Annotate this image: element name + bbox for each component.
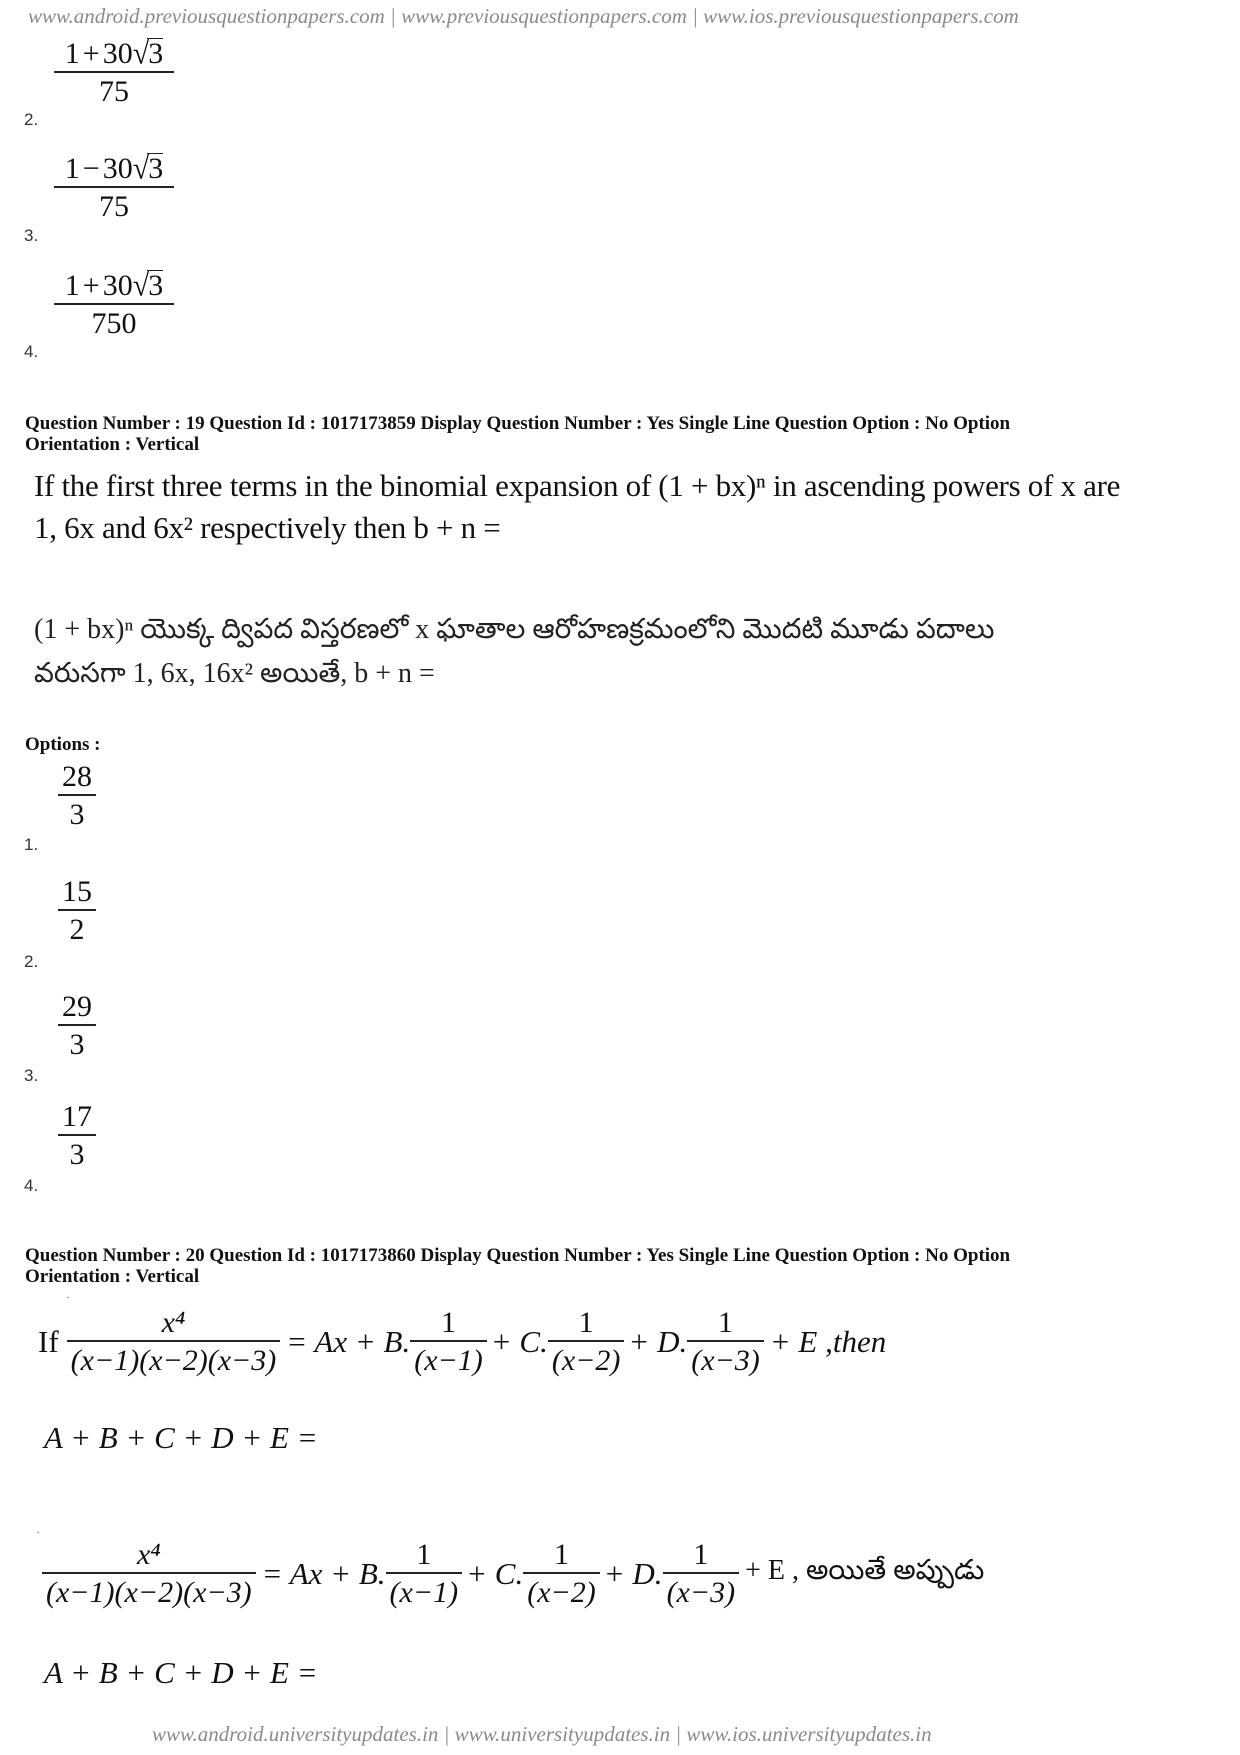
q20-equation-telugu: $\frac{\text{x⁴}}{(x-1)(x-2)(x-3)}$ = Ax + B. $\frac{1}{(x-1)}$ + C. $\frac{1}{(x-2)}$ + D. $\frac{1}{(x-3)}$ + E , అయితే అప్పుడు — [42, 1540, 984, 1608]
q19-option-2-fraction: $\frac{15}{2}$ — [58, 877, 96, 945]
q19-option-1-fraction: $\frac{28}{3}$ — [58, 762, 96, 830]
q20-sum-english: A + B + C + D + E = — [44, 1420, 318, 1455]
q19-option-4-number: 4. — [24, 1176, 39, 1195]
q19-option-3-fraction: $\frac{29}{3}$ — [58, 992, 96, 1060]
q20-header: Question Number : 20 Question Id : 1017173860 Display Question Number : Yes Single Line Question Option : No Option Orientation : Vertical — [25, 1245, 1011, 1287]
q18-option-3-number: 3. — [24, 226, 39, 245]
q18-option-2-number: 2. — [24, 110, 39, 129]
q19-question-english: If the first three terms in the binomial expansion of (1 + bx)ⁿ in ascending powers of x are 1, 6x and 6x² respectively then b + n = — [34, 468, 1121, 545]
q20-sum-telugu: A + B + C + D + E = — [44, 1655, 318, 1690]
q18-option-4-fraction: $\frac{1 + 30√3}{750}$ — [54, 270, 174, 339]
q19-option-4-fraction: $\frac{17}{3}$ — [58, 1102, 96, 1170]
q18-option-3-fraction: $\frac{1 - 30√3}{75}$ — [54, 153, 174, 222]
q18-option-2-fraction: $\frac{1 + 30√3}{75}$ — [54, 38, 174, 107]
bullet-dot: · — [36, 1525, 40, 1539]
header-banner: www.android.previousquestionpapers.com | www.previousquestionpapers.com | www.ios.previousquestionpapers.com — [28, 4, 1019, 28]
q19-option-2-number: 2. — [24, 952, 39, 971]
q19-options-label: Options : — [25, 734, 101, 755]
q20-equation-english: If $\frac{\text{x⁴}}{(x-1)(x-2)(x-3)}$ = Ax + B. $\frac{1}{(x-1)}$ + C. $\frac{1}{(x-2)}$ + D. $\frac{1}{(x-3)}$ + E ,then — [38, 1306, 887, 1377]
q19-option-1-number: 1. — [24, 835, 39, 854]
q19-question-telugu: (1 + bx)ⁿ యొక్క ద్విపద విస్తరణలో x ఘాతాల ఆరోహణక్రమంలోని మొదటి మూడు పదాలు వరుసగా 1, 6x, 16x² అయితే, b + n = — [34, 614, 995, 689]
q18-option-4-number: 4. — [24, 342, 39, 361]
footer-banner: www.android.universityupdates.in | www.universityupdates.in | www.ios.universityupdates.in — [152, 1722, 932, 1746]
bullet-dot: · — [66, 1290, 70, 1304]
q19-option-3-number: 3. — [24, 1066, 39, 1085]
q19-header: Question Number : 19 Question Id : 1017173859 Display Question Number : Yes Single Line Question Option : No Option Orientation : Vertical — [25, 413, 1011, 455]
